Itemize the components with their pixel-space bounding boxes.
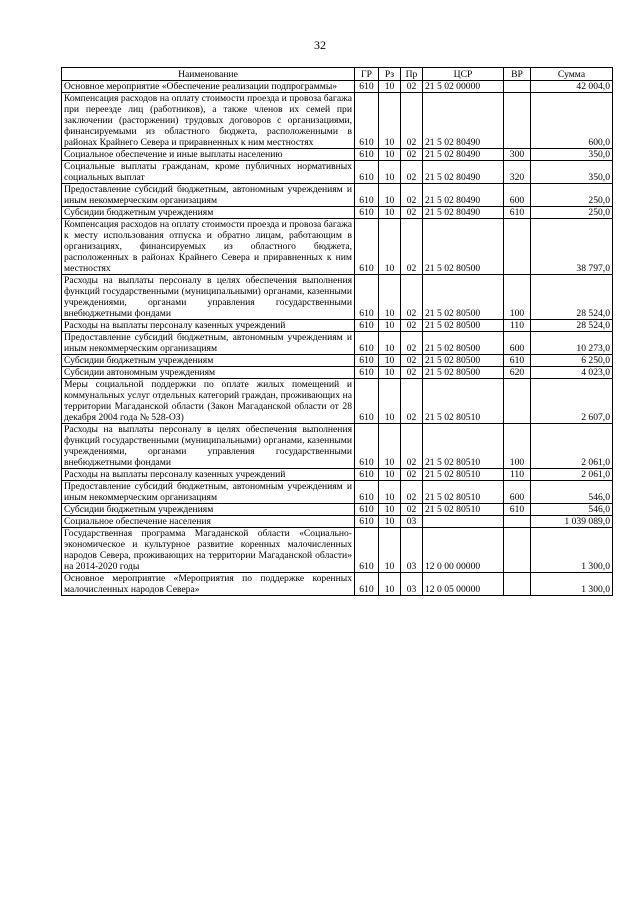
- page-number: 32: [314, 38, 326, 52]
- cell-rz: 10: [379, 469, 401, 481]
- cell-pr: 02: [401, 504, 423, 516]
- table-row: [62, 516, 613, 528]
- cell-name: Субсидии бюджетным учреждениям: [62, 207, 355, 219]
- cell-name: Основное мероприятие «Мероприятия по поддержке коренных малочисленных народов Севера»: [62, 573, 355, 596]
- column-header-csr: ЦСР: [423, 68, 504, 81]
- cell-vr: 110: [504, 469, 531, 481]
- cell-sum: 250,0: [531, 184, 613, 207]
- table-row: [62, 504, 613, 516]
- cell-pr: 02: [401, 469, 423, 481]
- cell-pr: 02: [401, 275, 423, 320]
- table-body: [62, 81, 613, 596]
- cell-name: Социальные выплаты гражданам, кроме публичных нормативных социальных выплат: [62, 161, 355, 184]
- cell-gr: 610: [355, 161, 379, 184]
- cell-gr: 610: [355, 573, 379, 596]
- cell-pr: 02: [401, 355, 423, 367]
- cell-sum: 350,0: [531, 161, 613, 184]
- cell-sum: 28 524,0: [531, 275, 613, 320]
- cell-csr: 21 5 02 80500: [423, 355, 504, 367]
- cell-name: Меры социальной поддержки по оплате жилых помещений и коммунальных услуг отдельных категорий граждан, проживающих на территории Магаданской области (Закон Магаданской области от 28 декабря 2004 года № 528-ОЗ): [62, 379, 355, 424]
- cell-gr: 610: [355, 219, 379, 275]
- cell-vr: 110: [504, 320, 531, 332]
- cell-gr: 610: [355, 504, 379, 516]
- cell-sum: 2 607,0: [531, 379, 613, 424]
- cell-gr: 610: [355, 481, 379, 504]
- cell-csr: 21 5 02 80490: [423, 161, 504, 184]
- table-row: [62, 207, 613, 219]
- cell-csr: 12 0 05 00000: [423, 573, 504, 596]
- cell-vr: [504, 379, 531, 424]
- cell-csr: 21 5 02 80490: [423, 207, 504, 219]
- cell-name: Расходы на выплаты персоналу казенных учреждений: [62, 469, 355, 481]
- table-row: [62, 367, 613, 379]
- cell-csr: 21 5 02 80490: [423, 149, 504, 161]
- cell-sum: 10 273,0: [531, 332, 613, 355]
- cell-pr: 02: [401, 93, 423, 149]
- cell-gr: 610: [355, 469, 379, 481]
- cell-name: Предоставление субсидий бюджетным, автономным учреждениям и иным некоммерческим организациям: [62, 184, 355, 207]
- cell-csr: 21 5 02 80510: [423, 481, 504, 504]
- cell-gr: 610: [355, 332, 379, 355]
- cell-sum: 42 004,0: [531, 81, 613, 93]
- cell-csr: 21 5 02 80510: [423, 379, 504, 424]
- table-row: [62, 81, 613, 93]
- cell-rz: 10: [379, 504, 401, 516]
- cell-gr: 610: [355, 516, 379, 528]
- cell-csr: 21 5 02 80510: [423, 504, 504, 516]
- cell-name: Социальное обеспечение и иные выплаты населению: [62, 149, 355, 161]
- table-row: [62, 161, 613, 184]
- cell-rz: 10: [379, 481, 401, 504]
- table-row: [62, 184, 613, 207]
- cell-gr: 610: [355, 207, 379, 219]
- cell-gr: 610: [355, 528, 379, 573]
- table-row: [62, 219, 613, 275]
- cell-sum: 1 039 089,0: [531, 516, 613, 528]
- cell-rz: 10: [379, 275, 401, 320]
- cell-vr: 600: [504, 184, 531, 207]
- cell-rz: 10: [379, 332, 401, 355]
- cell-sum: 600,0: [531, 93, 613, 149]
- table-row: [62, 573, 613, 596]
- cell-csr: 21 5 02 80510: [423, 469, 504, 481]
- budget-table: [61, 67, 613, 596]
- cell-name: Расходы на выплаты персоналу в целях обеспечения выполнения функций государственными (муниципальными) органами, казенными учреждениями, органами управления государственными внебюджетными фондами: [62, 424, 355, 469]
- cell-rz: 10: [379, 184, 401, 207]
- cell-name: Субсидии автономным учреждениям: [62, 367, 355, 379]
- cell-vr: 300: [504, 149, 531, 161]
- column-header-vr: ВР: [504, 68, 531, 81]
- cell-sum: 38 797,0: [531, 219, 613, 275]
- cell-pr: 02: [401, 81, 423, 93]
- cell-sum: 2 061,0: [531, 469, 613, 481]
- cell-sum: 250,0: [531, 207, 613, 219]
- table-header-row: [62, 68, 613, 81]
- cell-gr: 610: [355, 149, 379, 161]
- cell-sum: 4 023,0: [531, 367, 613, 379]
- cell-vr: [504, 219, 531, 275]
- cell-name: Государственная программа Магаданской области «Социально-экономическое и культурное развитие коренных малочисленных народов Севера, проживающих на территории Магаданской области» на 2014-2020 годы: [62, 528, 355, 573]
- table-row: [62, 424, 613, 469]
- cell-name: Расходы на выплаты персоналу казенных учреждений: [62, 320, 355, 332]
- cell-vr: [504, 93, 531, 149]
- cell-csr: 21 5 02 80500: [423, 367, 504, 379]
- cell-csr: 21 5 02 80510: [423, 424, 504, 469]
- cell-gr: 610: [355, 81, 379, 93]
- cell-pr: 03: [401, 573, 423, 596]
- cell-sum: 1 300,0: [531, 528, 613, 573]
- cell-csr: 21 5 02 80500: [423, 320, 504, 332]
- cell-csr: [423, 516, 504, 528]
- cell-vr: 100: [504, 424, 531, 469]
- column-header-rz: Рз: [379, 68, 401, 81]
- cell-name: Предоставление субсидий бюджетным, автономным учреждениям и иным некоммерческим организациям: [62, 481, 355, 504]
- cell-rz: 10: [379, 573, 401, 596]
- table-row: [62, 481, 613, 504]
- cell-rz: 10: [379, 320, 401, 332]
- cell-gr: 610: [355, 367, 379, 379]
- cell-rz: 10: [379, 219, 401, 275]
- table-row: [62, 528, 613, 573]
- cell-csr: 21 5 02 80490: [423, 93, 504, 149]
- cell-gr: 610: [355, 379, 379, 424]
- cell-name: Социальное обеспечение населения: [62, 516, 355, 528]
- column-header-pr: Пр: [401, 68, 423, 81]
- cell-rz: 10: [379, 149, 401, 161]
- column-header-name: Наименование: [62, 68, 355, 81]
- cell-csr: 21 5 02 00000: [423, 81, 504, 93]
- cell-rz: 10: [379, 367, 401, 379]
- table-row: [62, 469, 613, 481]
- cell-pr: 03: [401, 528, 423, 573]
- cell-pr: 02: [401, 320, 423, 332]
- cell-gr: 610: [355, 355, 379, 367]
- cell-csr: 21 5 02 80500: [423, 275, 504, 320]
- cell-pr: 02: [401, 481, 423, 504]
- cell-rz: 10: [379, 516, 401, 528]
- cell-pr: 02: [401, 161, 423, 184]
- cell-vr: 100: [504, 275, 531, 320]
- cell-gr: 610: [355, 275, 379, 320]
- table-row: [62, 149, 613, 161]
- cell-vr: [504, 528, 531, 573]
- column-header-sum: Сумма: [531, 68, 613, 81]
- cell-rz: 10: [379, 93, 401, 149]
- cell-vr: 610: [504, 207, 531, 219]
- cell-pr: 02: [401, 332, 423, 355]
- cell-gr: 610: [355, 320, 379, 332]
- cell-pr: 02: [401, 184, 423, 207]
- cell-name: Компенсация расходов на оплату стоимости проезда и провоза багажа при переезде лиц (работников), а также членов их семей при заключении (расторжении) трудовых договоров с организациями, финансируемыми из областного бюджета, расположенными в районах Крайнего Севера и приравненных к ним местностях: [62, 93, 355, 149]
- cell-pr: 02: [401, 367, 423, 379]
- cell-csr: 21 5 02 80490: [423, 184, 504, 207]
- cell-name: Субсидии бюджетным учреждениям: [62, 504, 355, 516]
- cell-sum: 546,0: [531, 481, 613, 504]
- cell-csr: 21 5 02 80500: [423, 332, 504, 355]
- cell-pr: 02: [401, 149, 423, 161]
- cell-pr: 02: [401, 424, 423, 469]
- cell-sum: 350,0: [531, 149, 613, 161]
- cell-vr: [504, 516, 531, 528]
- column-header-gr: ГР: [355, 68, 379, 81]
- cell-rz: 10: [379, 161, 401, 184]
- cell-name: Субсидии бюджетным учреждениям: [62, 355, 355, 367]
- table-row: [62, 320, 613, 332]
- cell-sum: 546,0: [531, 504, 613, 516]
- table-row: [62, 379, 613, 424]
- cell-gr: 610: [355, 93, 379, 149]
- cell-name: Предоставление субсидий бюджетным, автономным учреждениям и иным некоммерческим организациям: [62, 332, 355, 355]
- cell-csr: 21 5 02 80500: [423, 219, 504, 275]
- cell-vr: [504, 573, 531, 596]
- cell-vr: 610: [504, 355, 531, 367]
- cell-rz: 10: [379, 207, 401, 219]
- cell-vr: 600: [504, 481, 531, 504]
- cell-gr: 610: [355, 424, 379, 469]
- cell-pr: 02: [401, 379, 423, 424]
- cell-pr: 02: [401, 219, 423, 275]
- cell-sum: 28 524,0: [531, 320, 613, 332]
- table-row: [62, 275, 613, 320]
- cell-name: Основное мероприятие «Обеспечение реализации подпрограммы»: [62, 81, 355, 93]
- cell-sum: 6 250,0: [531, 355, 613, 367]
- table-row: [62, 355, 613, 367]
- cell-vr: [504, 81, 531, 93]
- cell-sum: 2 061,0: [531, 424, 613, 469]
- cell-vr: 620: [504, 367, 531, 379]
- cell-csr: 12 0 00 00000: [423, 528, 504, 573]
- cell-gr: 610: [355, 184, 379, 207]
- cell-vr: 600: [504, 332, 531, 355]
- cell-rz: 10: [379, 355, 401, 367]
- cell-rz: 10: [379, 81, 401, 93]
- cell-rz: 10: [379, 528, 401, 573]
- cell-pr: 03: [401, 516, 423, 528]
- cell-name: Компенсация расходов на оплату стоимости проезда и провоза багажа к месту использования отпуска и обратно лицам, работающим в организациях, финансируемых из областного бюджета, расположенных в районах Крайнего Севера и приравненных к ним местностях: [62, 219, 355, 275]
- table-row: [62, 93, 613, 149]
- cell-rz: 10: [379, 379, 401, 424]
- cell-sum: 1 300,0: [531, 573, 613, 596]
- cell-vr: 320: [504, 161, 531, 184]
- cell-pr: 02: [401, 207, 423, 219]
- cell-vr: 610: [504, 504, 531, 516]
- cell-rz: 10: [379, 424, 401, 469]
- table-row: [62, 332, 613, 355]
- cell-name: Расходы на выплаты персоналу в целях обеспечения выполнения функций государственными (муниципальными) органами, казенными учреждениями, органами управления государственными внебюджетными фондами: [62, 275, 355, 320]
